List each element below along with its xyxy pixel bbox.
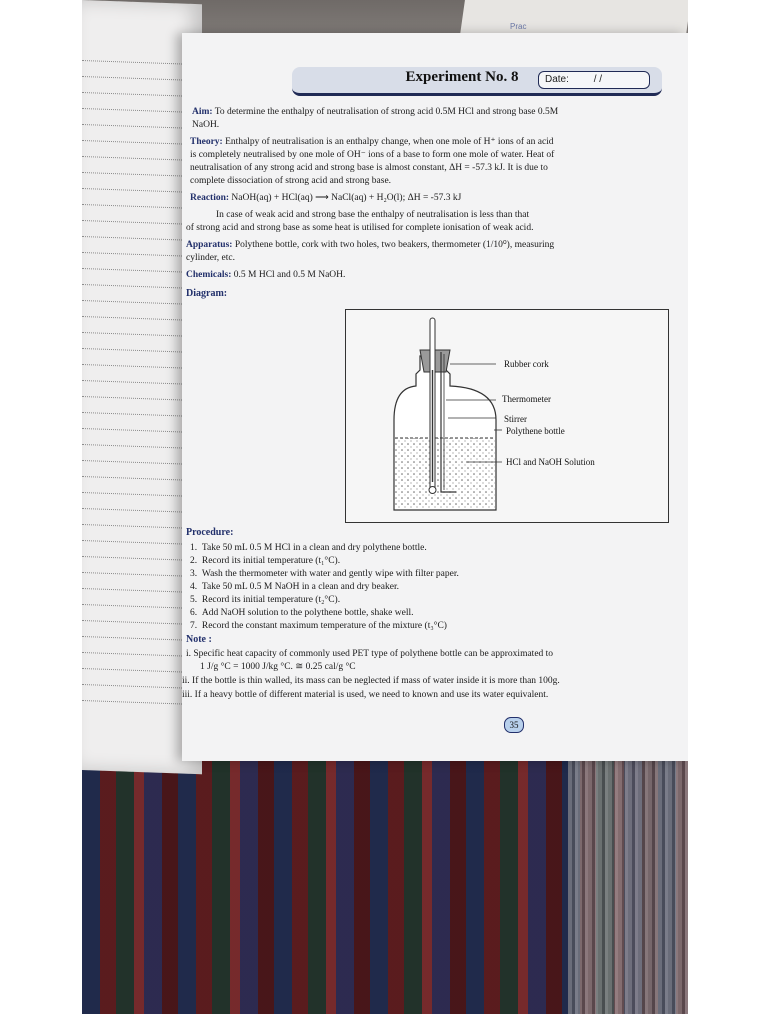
weak-acid-line-2: of strong acid and strong base as some heat is utilised for complete ionisation of weak acid. bbox=[186, 223, 534, 233]
theory-line-2: is completely neutralised by one mole of OH⁻ ions of a base to form one mole of water. Heat of bbox=[190, 150, 555, 160]
note-i-line-1: i. Specific heat capacity of commonly used PET type of polythene bottle can be approximated to bbox=[186, 649, 554, 659]
note-iii: iii. If a heavy bottle of different material is used, we need to known and use its water equivalent. bbox=[182, 690, 549, 700]
reaction-line bbox=[190, 192, 461, 205]
procedure-step: 7. Record the constant maximum temperature of the mixture (t₃°C) bbox=[190, 621, 447, 631]
bottle-diagram-svg bbox=[346, 310, 668, 522]
procedure-step: 6. Add NaOH solution to the polythene bottle, shake well. bbox=[190, 608, 414, 618]
callout-thermometer: Thermometer bbox=[502, 394, 551, 404]
date-field bbox=[538, 71, 650, 89]
note-ii: ii. If the bottle is thin walled, its mass can be neglected if mass of water inside it is more than 100g. bbox=[182, 676, 560, 686]
apparatus-line-2: cylinder, etc. bbox=[186, 253, 235, 263]
theory-line-1: Theory: Enthalpy of neutralisation is an enthalpy change, when one mole of H⁺ ions of an acid bbox=[190, 137, 554, 147]
solution-fill bbox=[395, 438, 495, 509]
diagram-label: Diagram: bbox=[186, 288, 228, 299]
date-value: / / bbox=[593, 74, 603, 85]
note-label: Note : bbox=[186, 634, 212, 645]
page-number: 35 bbox=[504, 717, 524, 733]
aim-line-2: NaOH. bbox=[192, 120, 220, 130]
theory-line-3: neutralisation of any strong acid and strong base is almost constant, ΔH = -57.3 kJ. It is due to bbox=[190, 163, 548, 173]
procedure-step: 4. Take 50 mL 0.5 M NaOH in a clean and dry beaker. bbox=[190, 582, 399, 592]
weak-acid-line-1: In case of weak acid and strong base the enthalpy of neutralisation is less than that bbox=[216, 210, 530, 220]
theory-line-4: complete dissociation of strong acid and strong base. bbox=[190, 176, 392, 186]
chemicals-line: Chemicals: 0.5 M HCl and 0.5 M NaOH. bbox=[186, 270, 346, 280]
callout-stirrer: Stirrer bbox=[504, 414, 527, 424]
aim-line-1: Aim: To determine the enthalpy of neutralisation of strong acid 0.5M HCl and strong base 0.5M bbox=[192, 107, 559, 117]
note-i-line-2: 1 J/g °C = 1000 J/kg °C. ≅ 0.25 cal/g °C bbox=[200, 662, 356, 672]
theory-label: Theory: bbox=[190, 137, 223, 147]
procedure-step: 5. Record its initial temperature (t₂°C). bbox=[190, 595, 341, 605]
reaction-left: NaOH(aq) + HCl(aq) bbox=[231, 193, 313, 203]
chemicals-label: Chemicals: bbox=[186, 270, 232, 280]
callout-polythene-bottle: Polythene bottle bbox=[506, 426, 565, 436]
date-label: Date: bbox=[545, 74, 569, 85]
apparatus-line-1: Apparatus: Polythene bottle, cork with two holes, two beakers, thermometer (1/10⁰), measuring bbox=[186, 240, 555, 250]
reaction-arrow: ⟶ bbox=[315, 193, 329, 203]
aim-label: Aim: bbox=[192, 107, 213, 117]
apparatus-diagram bbox=[345, 309, 669, 523]
procedure-step: 1. Take 50 mL 0.5 M HCl in a clean and dry polythene bottle. bbox=[190, 543, 427, 553]
grey-cloth bbox=[568, 756, 688, 1014]
experiment-title: Experiment No. 8 bbox=[405, 69, 519, 85]
manual-page bbox=[182, 33, 688, 761]
corner-text: Prac bbox=[510, 22, 527, 31]
procedure-step: 3. Wash the thermometer with water and gently wipe with filter paper. bbox=[190, 569, 459, 579]
procedure-label: Procedure: bbox=[186, 527, 234, 538]
photo-background bbox=[82, 0, 688, 1014]
callout-solution: HCl and NaOH Solution bbox=[506, 457, 595, 467]
procedure-step: 2. Record its initial temperature (t₁°C). bbox=[190, 556, 341, 566]
reaction-right: NaCl(aq) + H₂O(l); ΔH = -57.3 kJ bbox=[331, 193, 462, 203]
callout-rubber-cork: Rubber cork bbox=[504, 359, 549, 369]
apparatus-label: Apparatus: bbox=[186, 240, 233, 250]
reaction-label: Reaction: bbox=[190, 193, 230, 203]
